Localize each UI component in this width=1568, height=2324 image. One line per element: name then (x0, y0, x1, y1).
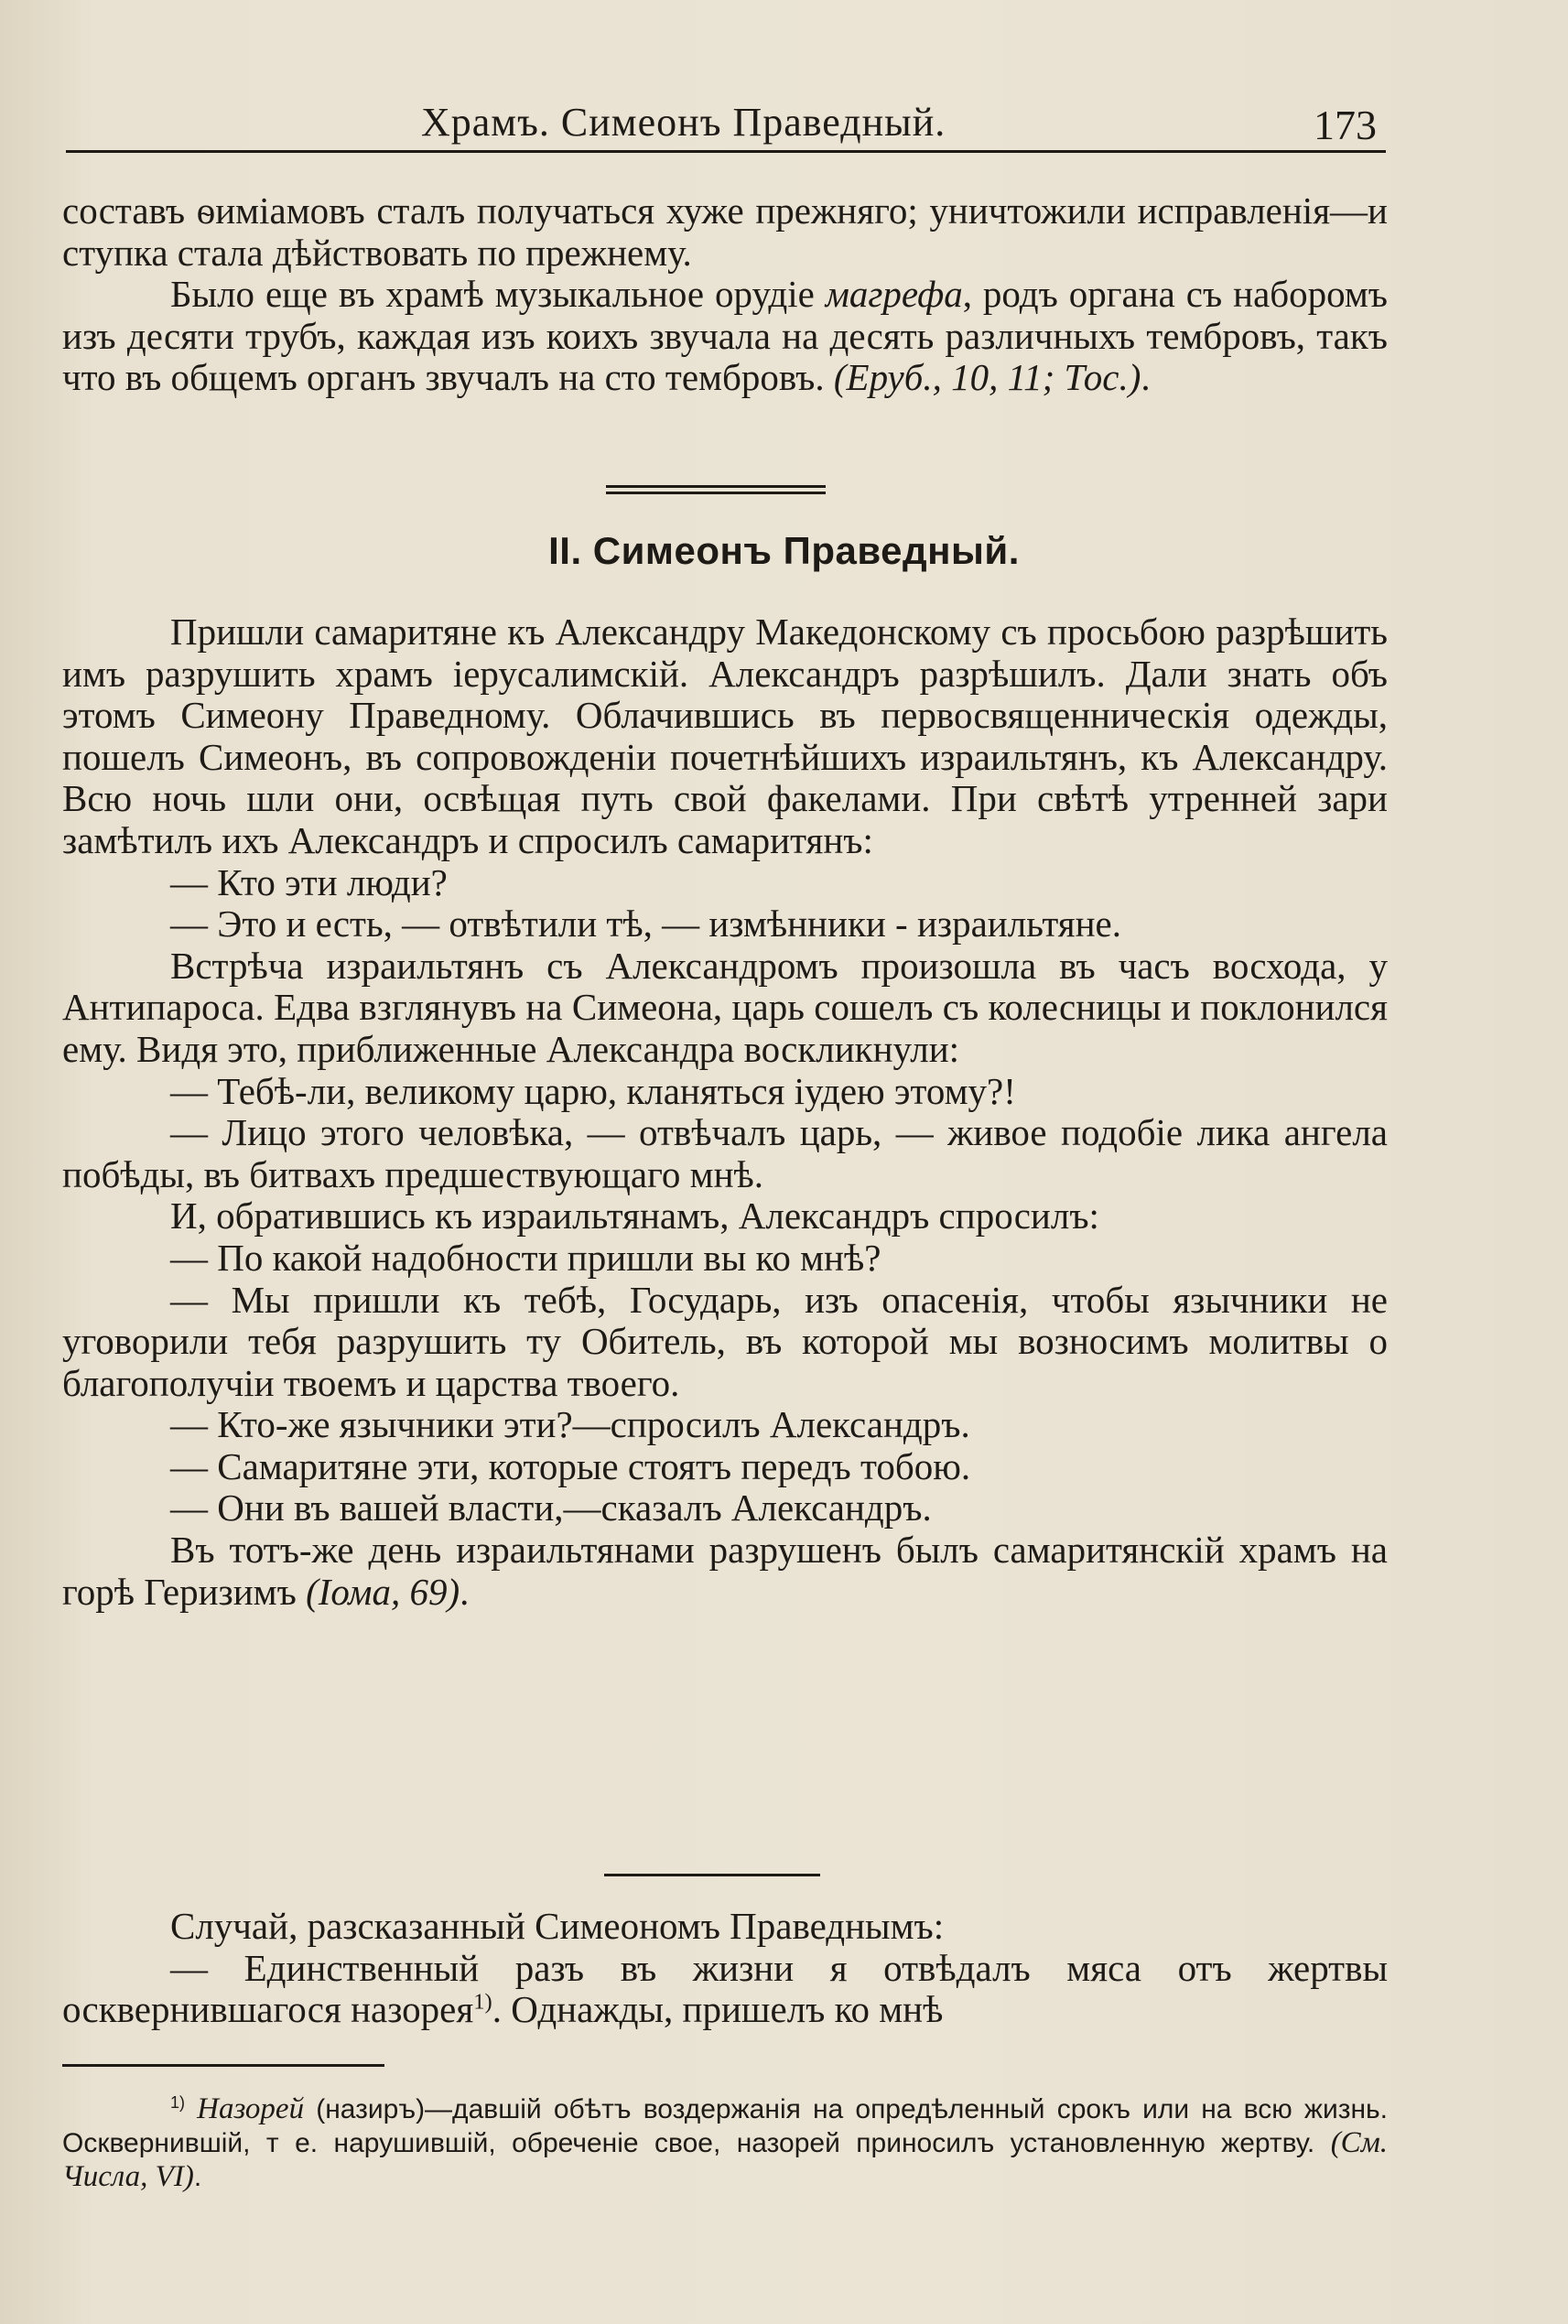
tail-dialogue-1 (62, 1948, 1388, 2031)
section-paragraph-1: Пришли самаритяне къ Александру Македонскому съ просьбою разрѣшить имъ разрушить храмъ іерусалимскій. Александръ разрѣшилъ. Дали знать объ этомъ Симеону Праведному. Облачившись въ первосвященническія одежды, пошелъ Симеонъ, въ сопровожденіи почетнѣйшихъ израильтянъ, къ Александру. Всю ночь шли они, освѣщая путь свой факелами. При свѣтѣ утренней зари замѣтилъ ихъ Александръ и спросилъ самаритянъ: (62, 611, 1388, 861)
dialogue-line-7: — Кто-же язычники эти?—спросилъ Александръ. (170, 1403, 970, 1446)
footnote-reference-cite: (См. Числа, VI) (62, 2126, 1388, 2193)
section-paragraph-4 (62, 1530, 1388, 1613)
footnote (62, 2092, 1388, 2194)
running-head (82, 99, 1391, 154)
section-divider (606, 485, 826, 494)
story-divider (604, 1874, 820, 1876)
tail-text (62, 1906, 1388, 2031)
intro-text (62, 190, 1388, 399)
tail-paragraph-1: Случай, разсказанный Симеономъ Праведнымъ: (170, 1905, 945, 1947)
intro-paragraph-1: составъ ѳиміамовъ сталъ получаться хуже прежняго; уничтожили исправленія—и ступка стала дѣйствовать по прежнему. (62, 189, 1388, 274)
section-p4-end: . (460, 1570, 470, 1613)
section-text (62, 611, 1388, 1613)
dialogue-line-8: — Самаритяне эти, которые стоятъ передъ тобою. (170, 1444, 971, 1487)
intro-p2-text: Было еще въ храмѣ музыкальное орудіе (170, 273, 826, 316)
intro-p2-rest: , родъ органа съ наборомъ изъ десяти трубъ, каждая изъ коихъ звучала на десять различныхъ тембровъ, такъ что въ общемъ органъ звучалъ на сто тембровъ. (62, 273, 1388, 399)
footnote-end: . (193, 2162, 202, 2192)
intro-paragraph-2 (62, 274, 1388, 399)
footnote-reference: 1) (473, 1989, 492, 2015)
footnote-term: Назорей (197, 2092, 305, 2125)
section-p4-text: Въ тотъ-же день израильтянами разрушенъ былъ самаритянскій храмъ на горѣ Геризимъ (62, 1529, 1388, 1613)
tail-d1-text: — Единственный разъ въ жизни я отвѣдалъ мяса отъ жертвы осквернившагося назорея (62, 1946, 1388, 2031)
section-heading: II. Симеонъ Праведный. (548, 529, 1020, 572)
dialogue-line-3: — Тебѣ-ли, великому царю, кланяться іудею этому?! (170, 1069, 1016, 1112)
section-paragraph-2: Встрѣча израильтянъ съ Александромъ произошла въ часъ восхода, у Антипароса. Едва взглянувъ на Симеона, царь сошелъ съ колесницы и поклонился ему. Видя это, приближенные Александра воскликнули: (62, 944, 1388, 1070)
magrefa-term: магрефа (825, 273, 963, 316)
intro-p2-end: . (1141, 356, 1151, 399)
dialogue-line-9: — Они въ вашей власти,—сказалъ Александръ. (170, 1486, 932, 1530)
page-number: 173 (1314, 102, 1377, 148)
footnote-rule (62, 2064, 384, 2067)
dialogue-line-6: — Мы пришли къ тебѣ, Государь, изъ опасенія, чтобы язычники не уговорили тебя разрушить ту Обитель, въ которой мы возносимъ молитвы о благополучіи твоемъ и царства твоего. (62, 1278, 1388, 1404)
header-rule (66, 150, 1386, 153)
section-paragraph-3: И, обратившись къ израильтянамъ, Александръ спросилъ: (170, 1194, 1099, 1238)
running-title: Храмъ. Симеонъ Праведный. (421, 100, 946, 145)
intro-reference: (Еруб., 10, 11; Тос.) (833, 356, 1141, 399)
footnote-text: (назиръ)—давшій обѣтъ воздержанія на опредѣленный срокъ или на всю жизнь. Осквернившій, т е. нарушившій, обреченіе свое, назорей приносилъ установленную жертву. (62, 2094, 1388, 2158)
dialogue-line-2: — Это и есть, — отвѣтили тѣ, — измѣнники - израильтяне. (170, 903, 1121, 946)
section-reference: (Іома, 69) (306, 1570, 460, 1613)
dialogue-line-5: — По какой надобности пришли вы ко мнѣ? (170, 1236, 881, 1279)
dialogue-line-4: — Лицо этого человѣка, — отвѣчалъ царь, — живое подобіе лика ангела побѣды, въ битвахъ предшествующаго мнѣ. (62, 1111, 1388, 1195)
footnote-marker: 1) (170, 2093, 186, 2112)
dialogue-line-1: — Кто эти люди? (170, 860, 448, 903)
tail-d1-rest: . Однажды, пришелъ ко мнѣ (492, 1988, 944, 2031)
